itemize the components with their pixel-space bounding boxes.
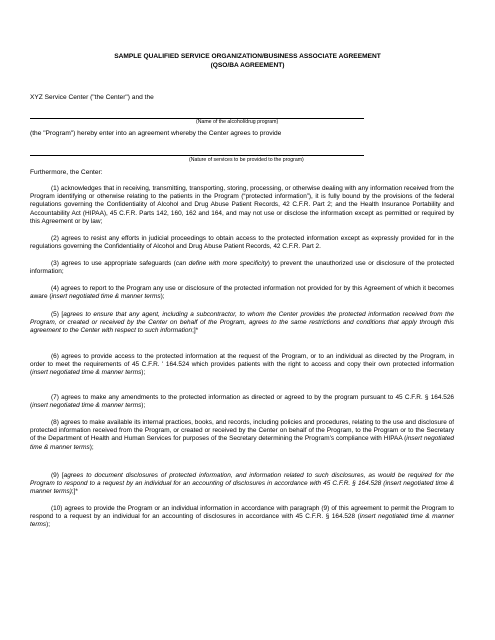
clause-10-text: (10) agrees to provide the Program or an individual information in accordance with paragraph (9) of this agreement to permit the Program to respond to a request by an individual for an accounting of disclosures in accordance with 45 C.F.R. § 164.528 (insert negotiated time & manner terms); <box>30 505 455 529</box>
clause-5 <box>30 311 454 336</box>
services-blank <box>30 155 364 156</box>
clause-3-text: (3) agrees to use appropriate safeguards (can define with more specificity) to prevent the unauthorized use or disclosure of the protected information; <box>30 260 455 276</box>
clause-6 <box>30 353 454 378</box>
clause-6-text: (6) agrees to provide access to the protected information at the request of the Program, or to an individual as directed by the Program, in order to meet the requirements of 45 C.F.R. ' 164.524 which provides patients with the right to access and copy their own protected information (insert negotiated time & manner terms); <box>30 353 454 377</box>
intro-line: XYZ Service Center ("the Center") and the <box>30 94 154 101</box>
clause-9-text: (9) [agrees to document disclosures of protected information, and information related to such disclosures, as would be required for the Program to respond to a request by an individual for an accounting of disclosures in accordance with 45 C.F.R. § 164.528 (insert negotiated time & manner terms);]* <box>30 472 454 496</box>
clause-7 <box>30 394 454 410</box>
agreement-title: SAMPLE QUALIFIED SERVICE ORGANIZATION/BUSINESS ASSOCIATE AGREEMENT <box>114 53 381 60</box>
clause-8-text: (8) agrees to make available its internal practices, books, and records, including policies and procedures, relating to the use and disclosure of protected information received from the Program, or created or received by the Center on behalf of the Program, to the Program or to the Secretary of the Department of Health and Human Services for purposes of the Secretary determining the Program’s compliance with HIPAA (insert negotiated time & manner terms); <box>30 419 454 451</box>
program-line: (the "Program") hereby enter into an agreement whereby the Center agrees to provide <box>30 130 282 137</box>
agreement-subtitle: (QSO/BA AGREEMENT) <box>210 62 285 69</box>
clause-2-text: (2) agrees to resist any efforts in judicial proceedings to obtain access to the protected information except as expressly provided for in the regulations governing the Confidentiality of Alcohol and Drug Abuse Patient Records, 42 C.F.R. Part 2. <box>30 235 454 251</box>
services-caption: (Nature of services to be provided to the program) <box>189 157 304 163</box>
clause-4 <box>30 285 454 301</box>
clause-5-text: (5) [agrees to ensure that any agent, including a subcontractor, to whom the Center provides the protected information received from the Program, or created or received by the Center on behalf of the Program, agrees to the same restrictions and conditions that apply through this agreement to the Center with respect to such information;]* <box>30 311 454 335</box>
program-name-caption: (Name of the alcohol/drug program) <box>196 119 279 125</box>
clause-9 <box>30 472 454 497</box>
clause-3 <box>30 260 454 276</box>
furthermore-line: Furthermore, the Center: <box>30 169 103 176</box>
clause-10 <box>30 505 454 530</box>
clause-4-text: (4) agrees to report to the Program any use or disclosure of the protected information not provided for by this Agreement of which it becomes aware (insert negotiated time & manner terms); <box>30 285 454 301</box>
clause-1-text: (1) acknowledges that in receiving, transmitting, transporting, storing, processing, or otherwise dealing with any information received from the Program identifying or otherwise relating to the patients in the Program (“protected information”), it is fully bound by the provisions of the federal regulations governing the Confidentiality of Alcohol and Drug Abuse Patient Records, 42 C.F.R. Part 2; and the Health Insurance Portability and Accountability Act (HIPAA), 45 C.F.R. Parts 142, 160, 162 and 164, and may not use or disclose the information except as permitted or required by this Agreement or by law; <box>30 185 454 225</box>
clause-8 <box>30 419 454 452</box>
clause-1 <box>30 185 454 226</box>
clause-7-text: (7) agrees to make any amendments to the protected information as directed or agreed to by the program pursuant to 45 C.F.R. § 164.526 (insert negotiated time & manner terms); <box>30 394 454 410</box>
clause-2 <box>30 235 454 251</box>
